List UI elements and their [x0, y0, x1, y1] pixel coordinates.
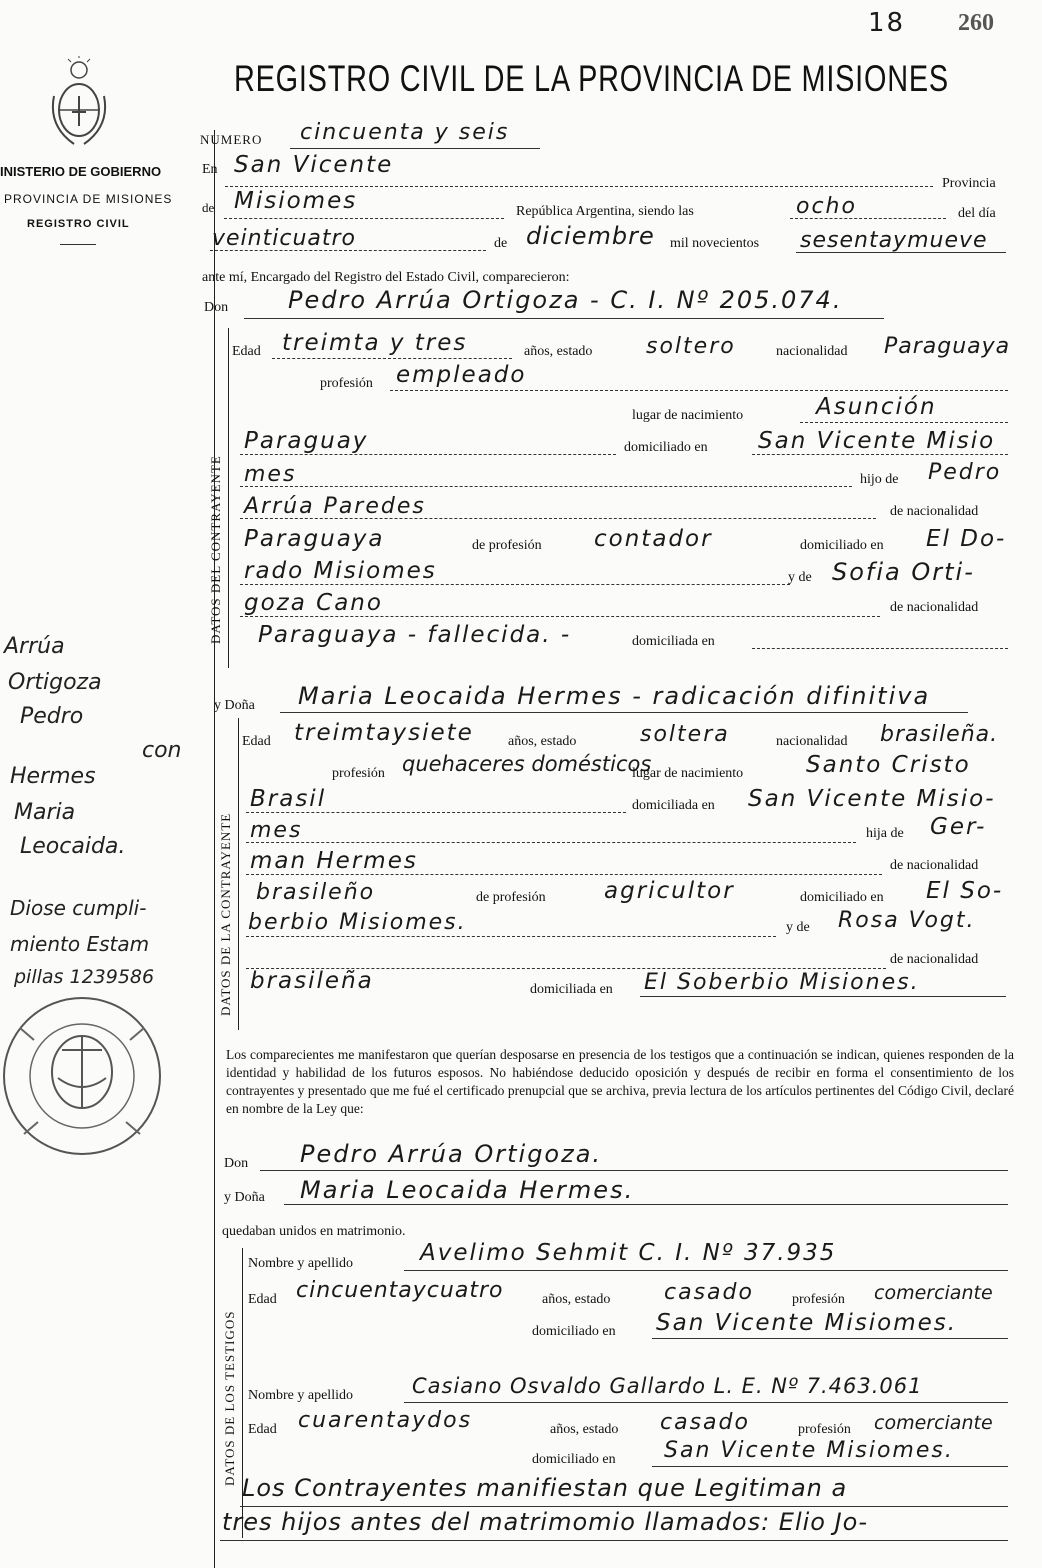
nacionalidad-label-2: nacionalidad	[776, 734, 848, 749]
madre-dom-label-2: domiciliada en	[530, 982, 613, 997]
padre-dom-label-2: domiciliado en	[800, 890, 884, 905]
contrayente-domicilio2: mes	[244, 462, 297, 487]
margin-note-8: Diose cumpli-	[10, 896, 147, 920]
contrayenta-profesion: quehaceres domésticos	[402, 752, 652, 776]
t1-anos-label: años, estado	[542, 1292, 611, 1307]
hijo-label: hijo de	[860, 472, 899, 487]
contrayente-madre-nac: Paraguaya - fallecida. -	[258, 622, 572, 648]
contrayente-nombre: Pedro Arrúa Ortigoza - C. I. Nº 205.074.	[288, 286, 843, 314]
y-de-label-2: y de	[786, 920, 810, 935]
margin-note-7: Leocaida.	[20, 834, 126, 859]
contrayente-nacionalidad: Paraguaya	[884, 334, 1011, 359]
t1-nombre: Avelimo Sehmit C. I. Nº 37.935	[420, 1240, 837, 1266]
contrayenta-padre: Ger-	[930, 814, 987, 840]
decl-dona-value: Maria Leocaida Hermes.	[300, 1176, 635, 1204]
contrayenta-padre-prof: agricultor	[604, 878, 735, 904]
de-nacionalidad-label-2: de nacionalidad	[890, 858, 979, 873]
ante-text: ante mí, Encargado del Registro del Estado Civil, comparecieron:	[202, 270, 570, 285]
madre-dom-label: domiciliada en	[632, 634, 715, 649]
anio-value: sesentaymueve	[800, 228, 988, 253]
t1-estado: casado	[664, 1280, 754, 1305]
contrayenta-padre-dom: El So-	[926, 878, 1004, 904]
t2-edad: cuarentaydos	[298, 1408, 473, 1433]
y-de-label: y de	[788, 570, 812, 585]
margin-note-4: con	[142, 738, 182, 763]
lugar-label-2: lugar de nacimiento	[632, 766, 744, 781]
hija-label: hija de	[866, 826, 904, 841]
en-value: San Vicente	[234, 152, 394, 178]
contrayenta-madre-nac: brasileña	[250, 968, 374, 994]
contrayenta-side-label: DATOS DE LA CONTRAYENTE	[218, 812, 233, 1016]
notes-line2: tres hijos antes del matrimomio llamados: Elio Jo-	[222, 1508, 869, 1536]
notes-line1: Los Contrayentes manifiestan que Legitiman a	[242, 1474, 848, 1502]
t2-nombre: Casiano Osvaldo Gallardo L. E. Nº 7.463.061	[412, 1374, 923, 1398]
t1-edad-label: Edad	[248, 1292, 277, 1307]
margin-note-2: Ortigoza	[8, 670, 102, 695]
profesion-label: profesión	[320, 376, 373, 391]
anos-estado-label: años, estado	[524, 344, 593, 359]
contrayenta-lugar2: Brasil	[250, 786, 327, 812]
margin-note-9: miento Estam	[10, 932, 150, 956]
t2-prof-label: profesión	[798, 1422, 851, 1437]
t1-prof-label: profesión	[792, 1292, 845, 1307]
contrayenta-padre2: man Hermes	[250, 848, 418, 874]
contrayente-madre2: goza Cano	[244, 590, 383, 616]
t1-edad: cincuentaycuatro	[296, 1278, 504, 1303]
contrayente-padre2: Arrúa Paredes	[244, 494, 426, 519]
madre-nac-label-2: de nacionalidad	[890, 952, 979, 967]
en-label: En	[202, 162, 218, 177]
padre-dom-label: domiciliado en	[800, 538, 884, 553]
contrayenta-domicilio2: mes	[250, 818, 303, 843]
decl-don-label: Don	[224, 1156, 249, 1171]
folio-right: 260	[958, 10, 994, 36]
t2-estado: casado	[660, 1410, 750, 1435]
folio-number: 18	[868, 8, 906, 38]
province-label: PROVINCIA DE MISIONES	[4, 192, 173, 206]
contrayente-padre: Pedro	[928, 460, 1002, 485]
contrayenta-padre-dom2: berbio Misiomes.	[248, 910, 467, 935]
contrayenta-lugar: Santo Cristo	[806, 752, 971, 778]
profesion-label-2: profesión	[332, 766, 385, 781]
t2-edad-label: Edad	[248, 1422, 277, 1437]
domiciliado-label: domiciliado en	[624, 440, 708, 455]
contrayenta-estado: soltera	[640, 722, 730, 747]
contrayente-side-label: DATOS DEL CONTRAYENTE	[208, 455, 223, 644]
decl-don-value: Pedro Arrúa Ortigoza.	[300, 1140, 603, 1168]
margin-note-3: Pedro	[20, 704, 84, 729]
official-stamp-icon	[0, 988, 170, 1188]
contrayente-padre-dom2: rado Misiomes	[244, 558, 437, 584]
margin-note-6: Maria	[14, 800, 76, 825]
hora-value: ocho	[796, 194, 857, 219]
unidos-text: quedaban unidos en matrimonio.	[222, 1224, 406, 1239]
contrayente-lugar2: Paraguay	[244, 428, 369, 454]
provincia-label: Provincia	[942, 176, 996, 191]
contrayente-padre-nac: Paraguaya	[244, 526, 385, 552]
anos-estado-label-2: años, estado	[508, 734, 577, 749]
contrayenta-nombre: Maria Leocaida Hermes - radicación difinitiva	[298, 682, 931, 710]
decl-dona-label: y Doña	[224, 1190, 265, 1205]
lugar-label: lugar de nacimiento	[632, 408, 744, 423]
coat-of-arms-icon	[44, 56, 114, 148]
dia-value: veinticuatro	[212, 226, 356, 251]
contrayente-edad: treimta y tres	[282, 330, 468, 356]
mes-value: diciembre	[526, 222, 655, 250]
contrayenta-domicilio: San Vicente Misio-	[748, 786, 996, 812]
margin-note-1: Arrúa	[4, 634, 65, 659]
contrayente-padre-dom: El Do-	[926, 526, 1007, 552]
ministry-label: INISTERIO DE GOBIERNO	[0, 164, 162, 179]
republica-text: República Argentina, siendo las	[516, 204, 694, 219]
de-mes-label: de	[494, 236, 508, 251]
page-title: REGISTRO CIVIL DE LA PROVINCIA DE MISIONES	[234, 58, 949, 99]
contrayente-padre-prof: contador	[594, 526, 713, 552]
contrayente-profesion: empleado	[396, 362, 527, 388]
t2-prof: comerciante	[874, 1412, 993, 1434]
de-nacionalidad-label: de nacionalidad	[890, 504, 979, 519]
edad-label: Edad	[232, 344, 261, 359]
de-profesion-label: de profesión	[472, 538, 542, 553]
t1-nombre-label: Nombre y apellido	[248, 1256, 353, 1271]
registry-label: REGISTRO CIVIL	[27, 218, 130, 230]
edad-label-2: Edad	[242, 734, 271, 749]
de-label: de	[202, 200, 215, 215]
nacionalidad-label: nacionalidad	[776, 344, 848, 359]
de-profesion-label-2: de profesión	[476, 890, 546, 905]
t2-dom: San Vicente Misiomes.	[664, 1438, 954, 1463]
de-value: Misiomes	[234, 188, 358, 214]
t2-nombre-label: Nombre y apellido	[248, 1388, 353, 1403]
dona-label: y Doña	[214, 698, 255, 713]
t1-prof: comerciante	[874, 1282, 993, 1304]
madre-nac-label: de nacionalidad	[890, 600, 979, 615]
contrayenta-madre-dom: El Soberbio Misiones.	[644, 970, 920, 995]
declaration-text: Los comparecientes me manifestaron que querían desposarse en presencia de los testigos que a continuación se indican, quienes responden de la identidad y habilidad de los futuros esposos. No habiéndose deducido oposición y después de recibir en forma el consentimiento de los contrayentes y presentado que me fué el certificado prenupcial que se archiva, previa lectura de los artículos pertinentes del Código Civil, declaré en nombre de la Ley que:	[226, 1047, 1014, 1116]
t2-dom-label: domiciliado en	[532, 1452, 616, 1467]
numero-value: cincuenta y seis	[300, 120, 510, 145]
contrayente-lugar: Asunción	[816, 394, 937, 420]
margin-note-10: pillas 1239586	[14, 966, 155, 988]
del-dia-label: del día	[958, 206, 996, 221]
contrayenta-madre: Rosa Vogt.	[838, 908, 976, 933]
mil-label: mil novecientos	[670, 236, 760, 251]
contrayenta-padre-nac: brasileño	[256, 880, 376, 905]
don-label: Don	[204, 300, 229, 315]
testigos-side-label: DATOS DE LOS TESTIGOS	[222, 1310, 237, 1486]
numero-label: NUMERO	[200, 132, 263, 147]
contrayente-domicilio: San Vicente Misio	[758, 428, 996, 454]
t1-dom: San Vicente Misiomes.	[656, 1310, 958, 1336]
contrayente-madre: Sofia Orti-	[832, 558, 975, 586]
contrayente-estado: soltero	[646, 334, 736, 359]
t2-anos-label: años, estado	[550, 1422, 619, 1437]
contrayenta-nacionalidad: brasileña.	[880, 722, 999, 747]
domiciliada-label: domiciliada en	[632, 798, 715, 813]
contrayenta-edad: treimtaysiete	[294, 720, 474, 746]
t1-dom-label: domiciliado en	[532, 1324, 616, 1339]
margin-note-5: Hermes	[10, 764, 96, 789]
